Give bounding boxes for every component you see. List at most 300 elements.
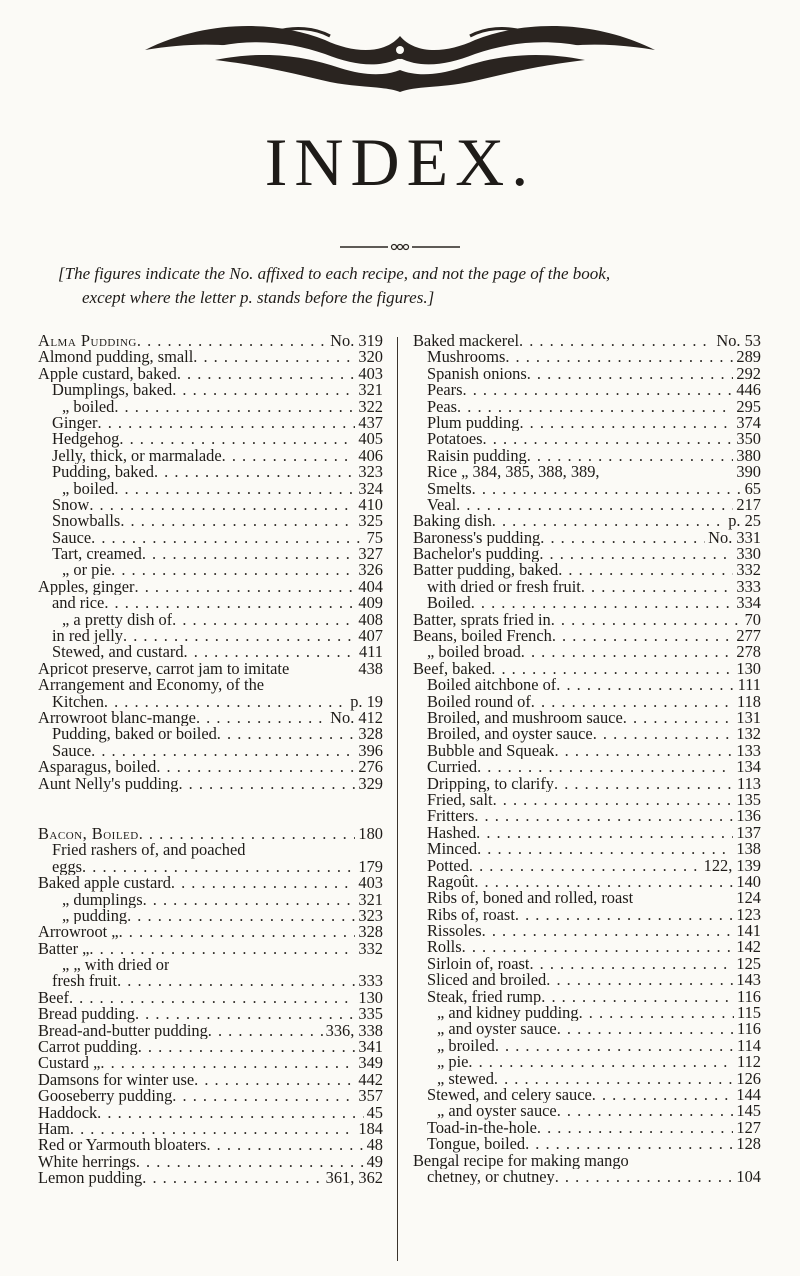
leader-dots: [527, 448, 734, 464]
entry-reference: 143: [736, 970, 761, 990]
index-entry: [38, 759, 383, 775]
leader-dots: [457, 399, 733, 415]
entry-reference: 278: [736, 642, 761, 662]
entry-reference: 130: [358, 987, 383, 1007]
entry-reference: p. 19: [350, 691, 383, 711]
entry-reference: 65: [744, 478, 761, 498]
entry-text: Beans, boiled French: [413, 628, 552, 645]
index-entry: [413, 576, 761, 596]
leader-dots: [519, 415, 733, 431]
entry-text: Raisin pudding: [427, 447, 527, 465]
leader-dots: [581, 579, 734, 595]
index-entry: [413, 1166, 761, 1186]
index-entry: [413, 855, 761, 875]
entry-text: Minced: [427, 841, 478, 858]
entry-text: Sauce: [52, 529, 92, 547]
entry-text: Stewed, and celery sauce: [427, 1086, 592, 1104]
index-entry: [38, 382, 383, 398]
leader-dots: [104, 595, 355, 611]
index-entry: [413, 871, 761, 891]
entry-text: „ a pretty dish of: [62, 611, 173, 629]
entry-text: Fritters: [427, 808, 475, 825]
entry-reference: 184: [358, 1118, 383, 1138]
leader-dots: [119, 431, 355, 447]
index-entry: [413, 1103, 761, 1119]
entry-reference: 328: [358, 724, 383, 744]
index-entry: [413, 595, 761, 611]
entry-reference: 115: [737, 1003, 761, 1023]
leader-dots: [171, 875, 356, 891]
entry-reference: 409: [358, 593, 383, 613]
entry-reference: 336, 338: [325, 1020, 383, 1040]
entry-reference: 406: [358, 445, 383, 465]
entry-text: „ and oyster sauce: [437, 1021, 557, 1038]
leader-dots: [143, 892, 356, 908]
leader-dots: [117, 973, 355, 989]
leader-dots: [217, 726, 356, 742]
entry-reference: 446: [736, 380, 761, 400]
entry-reference: 403: [358, 873, 383, 893]
leader-dots: [495, 1038, 734, 1054]
entry-text: Bread pudding: [38, 1006, 135, 1023]
entry-reference: 45: [366, 1102, 383, 1122]
index-entry: [413, 1068, 761, 1088]
entry-reference: 131: [736, 707, 761, 727]
index-entry: [38, 546, 383, 562]
index-entry: [413, 691, 761, 711]
entry-text: Bengal recipe for making mango: [413, 1152, 629, 1169]
leader-dots: [123, 628, 355, 644]
index-entry: [413, 726, 761, 742]
entry-reference: 138: [736, 839, 761, 859]
index-entry: [413, 972, 761, 988]
entry-text: Bacon, Boiled: [38, 825, 139, 843]
leader-dots: [482, 923, 734, 939]
entry-reference: 49: [366, 1151, 383, 1171]
entry-text: Plum pudding: [427, 414, 520, 432]
entry-reference: 357: [358, 1086, 383, 1106]
entry-text: Dripping, to clarify: [427, 775, 554, 792]
index-entry: [413, 1084, 761, 1104]
leader-dots: [206, 1137, 363, 1153]
entry-reference: 124: [736, 888, 761, 908]
entry-reference: 111: [737, 675, 761, 695]
index-entry: [413, 494, 761, 514]
index-entry: [413, 644, 761, 660]
entry-reference: 48: [366, 1135, 383, 1155]
entry-text: Damsons for winter use: [38, 1071, 195, 1089]
entry-text: Fried, salt: [427, 791, 493, 809]
index-entry: [413, 382, 761, 398]
entry-reference: 180: [358, 823, 383, 843]
entry-text: Arrowroot blanc-mange: [38, 709, 196, 727]
entry-reference: 217: [736, 494, 761, 514]
entry-text: Steak, fried rump: [427, 988, 542, 1006]
leader-dots: [474, 808, 733, 824]
entry-text: „ and kidney pudding: [437, 1005, 579, 1022]
index-entry: [38, 363, 383, 383]
leader-dots: [89, 497, 355, 513]
leader-dots: [91, 743, 355, 759]
index-entry: [38, 856, 383, 876]
leader-dots: [540, 530, 705, 546]
index-entry: [413, 546, 761, 562]
entry-text: Tongue, boiled: [427, 1136, 526, 1153]
index-entry: [38, 677, 383, 693]
index-entry: [38, 576, 383, 596]
index-entry: [413, 904, 761, 924]
entry-text: Asparagus, boiled: [38, 759, 157, 776]
index-entry: [38, 1102, 383, 1122]
index-entry: [38, 987, 383, 1007]
entry-reference: 403: [358, 363, 383, 383]
leader-dots: [483, 431, 734, 447]
page-title: INDEX.: [264, 124, 536, 200]
index-entry: [413, 1136, 761, 1152]
index-entry: [38, 562, 383, 578]
entry-text: Smelts: [427, 480, 472, 497]
index-entry: [38, 445, 383, 465]
leader-dots: [193, 349, 355, 365]
entry-text: Ginger: [52, 414, 98, 432]
entry-reference: 326: [358, 560, 383, 580]
entry-reference: 321: [358, 380, 383, 400]
entry-text: Rissoles: [427, 923, 482, 940]
leader-dots: [551, 612, 742, 628]
leader-dots: [558, 562, 733, 578]
entry-text: Custard „: [38, 1055, 101, 1072]
index-entry: [413, 478, 761, 498]
index-entry: [413, 773, 761, 793]
index-entry: [38, 494, 383, 514]
index-column-left: [38, 333, 383, 1187]
index-entry: [38, 973, 383, 989]
index-entry: [413, 445, 761, 465]
entry-reference: 128: [736, 1134, 761, 1154]
entry-text: Sliced and broiled: [427, 972, 547, 989]
entry-text: Lemon pudding: [38, 1170, 143, 1187]
entry-text: Bubble and Squeak: [427, 742, 555, 760]
entry-text: „ stewed: [437, 1070, 494, 1087]
entry-text: Batter, sprats fried in: [413, 611, 551, 629]
entry-reference: 126: [736, 1068, 761, 1088]
entry-text: Spanish onions: [427, 365, 527, 383]
entry-text: Bread-and-butter pudding: [38, 1022, 208, 1040]
index-entry: [413, 1153, 761, 1169]
index-entry: [38, 478, 383, 498]
entry-text: Ragoût: [427, 873, 475, 891]
entry-reference: 276: [358, 757, 383, 777]
index-entry: [413, 923, 761, 939]
entry-reference: 123: [736, 904, 761, 924]
entry-reference: 277: [736, 626, 761, 646]
entry-text: Alma Pudding: [38, 333, 137, 350]
leader-dots: [208, 1023, 323, 1039]
entry-reference: 134: [736, 757, 761, 777]
entry-text: Red or Yarmouth bloaters: [38, 1137, 207, 1154]
leader-dots: [463, 382, 734, 398]
entry-text: Boiled round of: [427, 693, 531, 710]
leader-dots: [519, 333, 713, 349]
entry-text: Ribs of, roast: [427, 906, 515, 924]
entry-text: „ boiled broad: [427, 644, 521, 661]
leader-dots: [623, 710, 734, 726]
leader-dots: [120, 513, 355, 529]
entry-reference: 295: [736, 396, 761, 416]
index-entry: [413, 759, 761, 775]
entry-reference: 442: [358, 1069, 383, 1089]
index-entry: [413, 939, 761, 955]
entry-reference: 141: [736, 921, 761, 941]
index-entry: [413, 363, 761, 383]
leader-dots: [154, 464, 355, 480]
index-entry: [413, 1035, 761, 1055]
index-entry: [38, 1170, 383, 1186]
entry-reference: 380: [736, 445, 761, 465]
leader-dots: [557, 1021, 734, 1037]
leader-dots: [172, 1088, 355, 1104]
entry-reference: 125: [736, 953, 761, 973]
leader-dots: [69, 990, 355, 1006]
leader-dots: [527, 366, 734, 382]
index-entry: [38, 1039, 383, 1055]
entry-text: Mushrooms: [427, 349, 506, 366]
leader-dots: [472, 481, 742, 497]
entry-reference: 112: [737, 1052, 761, 1072]
index-entry: [38, 889, 383, 909]
entry-text: Pudding, baked or boiled: [52, 726, 217, 743]
entry-reference: 325: [358, 511, 383, 531]
entry-reference: 361, 362: [325, 1168, 383, 1188]
entry-reference: 396: [358, 740, 383, 760]
leader-dots: [462, 939, 734, 955]
leader-dots: [468, 1054, 734, 1070]
leader-dots: [546, 972, 733, 988]
entry-text: Pears: [427, 382, 463, 399]
leader-dots: [494, 1071, 734, 1087]
entry-text: Snowballs: [52, 513, 121, 530]
entry-reference: 136: [736, 806, 761, 826]
leader-dots: [100, 1055, 355, 1071]
entry-reference: 332: [358, 938, 383, 958]
entry-reference: 116: [737, 986, 761, 1006]
entry-text: Veal: [427, 496, 457, 514]
entry-text: Sauce: [52, 742, 92, 760]
entry-text: Boiled aitchbone of: [427, 677, 557, 694]
leader-dots: [477, 841, 733, 857]
entry-reference: 408: [358, 609, 383, 629]
entry-reference: 137: [736, 822, 761, 842]
entry-text: Broiled, and mushroom sauce: [427, 709, 623, 727]
entry-reference: 407: [358, 626, 383, 646]
leader-dots: [178, 776, 355, 792]
index-entry: [413, 658, 761, 678]
leader-dots: [531, 694, 734, 710]
leader-dots: [471, 595, 734, 611]
entry-reference: 324: [358, 478, 383, 498]
entry-reference: 438: [358, 658, 383, 678]
leader-dots: [554, 743, 733, 759]
leader-dots: [114, 399, 355, 415]
header-ornament: [125, 10, 675, 102]
entry-reference: 374: [736, 412, 761, 432]
entry-text: Dumplings, baked: [52, 382, 173, 399]
entry-reference: 404: [358, 576, 383, 596]
entry-text: Pudding, baked: [52, 464, 154, 481]
index-entry: [38, 513, 383, 529]
index-entry: [413, 740, 761, 760]
entry-text: Arrowroot „: [38, 924, 119, 941]
note-line-2: except where the letter p. stands before the figures.]: [82, 288, 435, 307]
entry-text: „ boiled: [62, 398, 115, 415]
leader-dots: [98, 415, 356, 431]
entry-reference: 122, 139: [703, 855, 761, 875]
entry-text: Beef: [38, 989, 69, 1007]
entry-reference: 292: [736, 363, 761, 383]
index-entry: [413, 822, 761, 842]
entry-reference: No. 319: [330, 331, 383, 350]
entry-reference: 335: [358, 1004, 383, 1024]
index-entry: [413, 349, 761, 365]
leader-dots: [579, 1005, 734, 1021]
entry-reference: 113: [737, 773, 761, 793]
entry-reference: 179: [358, 856, 383, 876]
entry-text: White herrings: [38, 1153, 136, 1171]
index-entry: [38, 1055, 383, 1071]
leader-dots: [557, 1103, 734, 1119]
entry-reference: No. 331: [708, 527, 761, 547]
index-entry: [38, 333, 383, 349]
entry-reference: 341: [358, 1037, 383, 1057]
index-entry: [38, 823, 383, 843]
entry-reference: 405: [358, 429, 383, 449]
entry-reference: 328: [358, 922, 383, 942]
index-entry: [413, 1021, 761, 1037]
entry-reference: No. 53: [716, 331, 761, 350]
leader-dots: [135, 1006, 355, 1022]
entry-text: Sirloin of, roast: [427, 955, 530, 973]
entry-text: Batter pudding, baked: [413, 562, 559, 579]
leader-dots: [139, 826, 356, 842]
index-entry: [413, 609, 761, 629]
entry-reference: 333: [358, 971, 383, 991]
leader-dots: [89, 941, 355, 957]
leader-dots: [137, 333, 327, 349]
index-entry: [38, 527, 383, 547]
entry-reference: 323: [358, 905, 383, 925]
leader-dots: [493, 792, 734, 808]
leader-dots: [91, 530, 363, 546]
index-entry: [413, 953, 761, 973]
index-entry: [38, 773, 383, 793]
section-gap: [38, 792, 383, 826]
leader-dots: [184, 644, 356, 660]
index-entry: [413, 890, 761, 906]
index-entry: [38, 628, 383, 644]
entry-text: Ham: [38, 1120, 70, 1138]
index-entry: [38, 740, 383, 760]
entry-text: Boiled: [427, 595, 471, 612]
index-entry: [413, 808, 761, 824]
entry-reference: 70: [744, 609, 761, 629]
entry-text: with dried or fresh fruit: [427, 578, 581, 596]
index-entry: [38, 412, 383, 432]
entry-reference: 104: [736, 1166, 761, 1186]
entry-text: „ „ with dried or: [62, 957, 170, 974]
index-entry: [413, 1005, 761, 1021]
entry-text: in red jelly: [52, 628, 124, 645]
leader-dots: [474, 874, 733, 890]
leader-dots: [119, 924, 356, 940]
entry-text: eggs: [52, 858, 83, 876]
index-entry: [413, 789, 761, 809]
entry-text: Baroness's pudding: [413, 529, 541, 547]
leader-dots: [97, 1105, 363, 1121]
index-entry: [38, 464, 383, 480]
index-entry: [38, 957, 383, 973]
entry-reference: 132: [736, 724, 761, 744]
entry-text: Rice „ 384, 385, 388, 389,: [427, 464, 600, 481]
entry-text: Potted: [427, 857, 469, 874]
leader-dots: [552, 628, 734, 644]
entry-text: „ or pie: [62, 562, 112, 579]
entry-reference: 75: [366, 527, 383, 547]
leader-dots: [111, 562, 355, 578]
index-entry: [413, 677, 761, 693]
entry-text: chetney, or chutney: [427, 1168, 555, 1186]
entry-text: Hashed: [427, 824, 477, 842]
index-entry: [413, 431, 761, 447]
entry-reference: 323: [358, 462, 383, 482]
entry-text: Carrot pudding: [38, 1039, 138, 1056]
entry-text: Rolls: [427, 939, 462, 956]
entry-reference: 130: [736, 658, 761, 678]
entry-text: Peas: [427, 398, 458, 415]
index-entry: [38, 1137, 383, 1153]
entry-reference: 332: [736, 560, 761, 580]
index-entry: [38, 938, 383, 958]
entry-text: Haddock: [38, 1104, 98, 1121]
entry-reference: 144: [736, 1084, 761, 1104]
entry-reference: p. 25: [728, 511, 761, 531]
leader-dots: [593, 726, 734, 742]
leader-dots: [127, 908, 355, 924]
entry-reference: 330: [736, 544, 761, 564]
index-entry: [413, 986, 761, 1006]
leader-dots: [142, 1170, 322, 1186]
leader-dots: [70, 1121, 356, 1137]
index-entry: [413, 464, 761, 480]
entry-text: Arrangement and Economy, of the: [38, 677, 265, 694]
index-entry: [413, 562, 761, 578]
leader-dots: [539, 546, 733, 562]
index-entry: [38, 1118, 383, 1138]
entry-reference: 411: [359, 642, 383, 662]
entry-text: Aunt Nelly's pudding: [38, 775, 179, 792]
entry-reference: 327: [358, 544, 383, 564]
index-entry: [38, 726, 383, 742]
entry-reference: 349: [358, 1053, 383, 1073]
entry-text: Beef, baked: [413, 660, 492, 678]
entry-reference: 322: [358, 396, 383, 416]
leader-dots: [172, 612, 355, 628]
index-entry: [38, 707, 383, 727]
leader-dots: [529, 956, 733, 972]
entry-text: Potatoes: [427, 431, 483, 448]
entry-reference: 437: [358, 412, 383, 432]
entry-text: Stewed, and custard: [52, 644, 184, 661]
leader-dots: [505, 349, 733, 365]
